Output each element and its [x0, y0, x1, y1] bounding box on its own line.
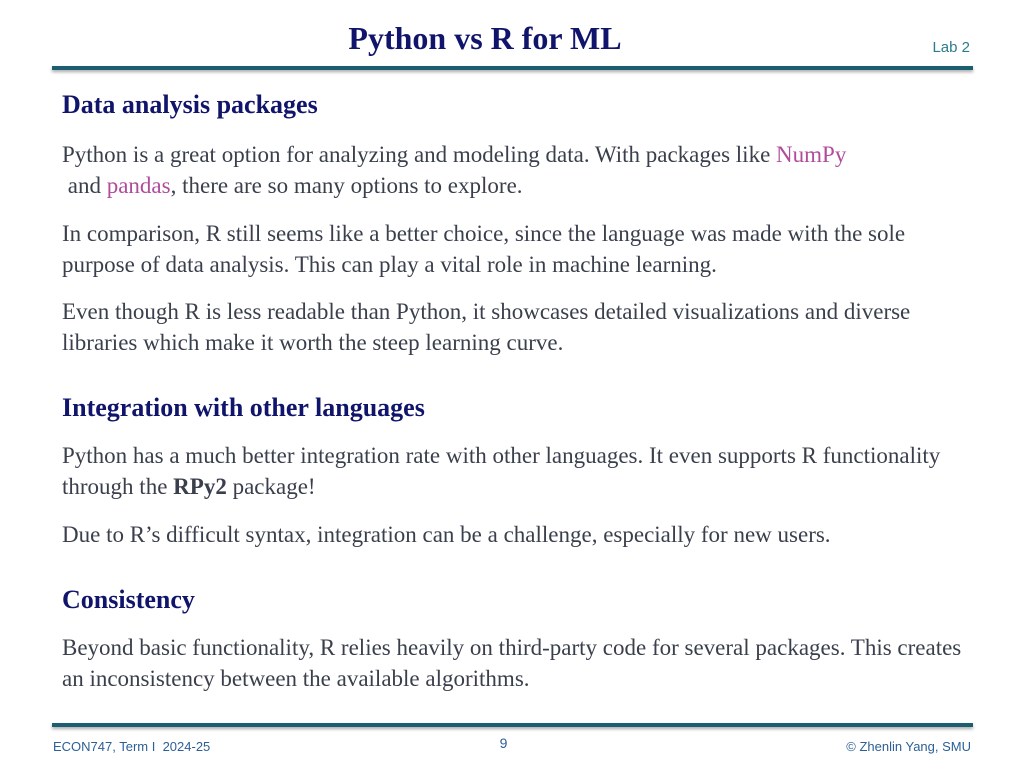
rpy2-package-name: RPy2 [173, 474, 227, 499]
text-segment: and [62, 173, 107, 198]
paragraph-python-packages [62, 139, 962, 201]
section-heading-consistency: Consistency [62, 585, 195, 614]
lab-label: Lab 2 [932, 39, 970, 56]
text-segment: package! [226, 474, 316, 499]
text-segment: Python is a great option for analyzing and modeling data. With packages like [62, 142, 777, 167]
footer-course: ECON747, Term I 2024-25 [53, 739, 211, 754]
section-heading-integration: Integration with other languages [62, 393, 425, 422]
paragraph-python-integration [62, 440, 962, 502]
paragraph-r-comparison: In comparison, R still seems like a better choice, since the language was made with the sole purpose of data analysis. This can play a vital role in machine learning. [62, 221, 906, 277]
paragraph-r-consistency: Beyond basic functionality, R relies heavily on third-party code for several packages. This creates an inconsistency between the available algorithms. [62, 635, 962, 691]
pandas-package-name: pandas [106, 173, 171, 198]
numpy-package-name: NumPy [776, 142, 847, 167]
footer-author: © Zhenlin Yang, SMU [846, 739, 971, 754]
paragraph-r-syntax: Due to R’s difficult syntax, integration can be a challenge, especially for new users. [62, 522, 831, 547]
section-heading-data-analysis: Data analysis packages [62, 90, 318, 119]
paragraph-r-readability: Even though R is less readable than Python, it showcases detailed visualizations and diverse libraries which make it worth the steep learning curve. [62, 299, 911, 355]
text-segment: Python has a much better integration rate with other languages. It even supports R functionality through the [62, 443, 941, 499]
header-divider [52, 66, 973, 70]
slide-title: Python vs R for ML [348, 20, 622, 56]
page-number: 9 [499, 735, 508, 751]
footer-divider [52, 723, 973, 727]
text-segment: , there are so many options to explore. [170, 173, 523, 198]
slide-content [62, 87, 962, 694]
